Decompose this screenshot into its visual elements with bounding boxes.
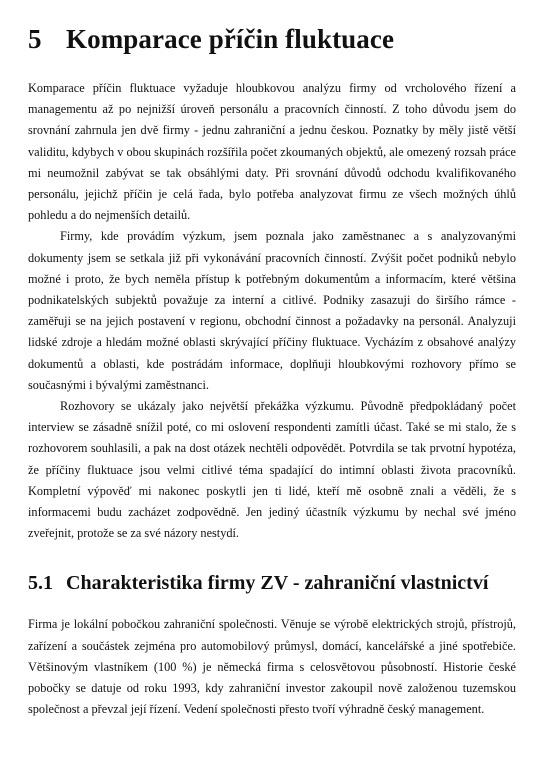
paragraph-intro: Komparace příčin fluktuace vyžaduje hloubkovou analýzu firmy od vrcholového řízení a managementu až po nejnižší úroveň personálu a pracovních činností. Z toho důvodu jsem do srovnání zahrnula jen dvě firmy - jednu zahraniční a jednu českou. Poznatky by měly jistě větší validitu, kdybych v obou skupinách rozšířila počet zkoumaných objektů, ale omezený rozsah práce mi neumožnil zabývat se tak obsáhlými daty. Při srovnání důvodů odchodu kvalifikovaného personálu, jejichž příčin je celá řada, bylo potřeba analyzovat firmu ze všech možných úhlů pohledu a do nejmenších detailů. bbox=[28, 81, 516, 223]
chapter-heading bbox=[28, 22, 516, 56]
chapter-title: Komparace příčin fluktuace bbox=[66, 24, 395, 54]
paragraph-interviews: Rozhovory se ukázaly jako největší překážka výzkumu. Původně předpokládaný počet interview se zásadně snížil poté, co mi oslovení respondenti zamítli účast. Také se mi stalo, že s rozhovorem souhlasili, a pak na dost otázek nechtěli odpovědět. Potvrdila se tak prvotní hypotéza, že příčiny fluktuace jsou velmi citlivé téma spadající do intimní oblasti života pracovníků. Kompletní výpověď mi nakonec poskytli jen ti lidé, kteří mě osobně znali a věděli, že s informacemi budu zacházet zodpovědně. Jen jediný účastník výzkumu by nechal své jméno zveřejnit, protože se za své názory nestydí. bbox=[28, 399, 516, 541]
section-heading bbox=[28, 570, 516, 596]
paragraph-company: Firma je lokální pobočkou zahraniční společnosti. Věnuje se výrobě elektrických strojů, přístrojů, zařízení a součástek zejména pro automobilový průmysl, domácí, kancelářské a jiné spotřebiče. Většinovým vlastníkem (100 %) je německá firma s celosvětovou působností. Historie české pobočky se datuje od roku 1993, kdy zahraniční investor zakoupil nově založenou tuzemskou společnost a převzal její řízení. Vedení společnosti přesto tvoří výhradně český management. bbox=[28, 617, 516, 717]
chapter-number: 5 bbox=[28, 24, 42, 54]
section-number: 5.1 bbox=[28, 572, 53, 595]
document-page bbox=[28, 22, 516, 720]
section-title: Charakteristika firmy ZV - zahraniční vlastnictví bbox=[66, 572, 489, 595]
paragraph-firms: Firmy, kde provádím výzkum, jsem poznala jako zaměstnanec a s analyzovanými dokumenty jsem se setkala již při vykonávání pracovních činností. Zvýšit počet podniků nebylo možné i proto, že bych neměla přístup k potřebným dokumentům a informacím, které většina podnikatelských subjektů považuje za interní a citlivé. Podniky zasazuji do širšího rámce - zaměřuji se na jejich postavení v regionu, obchodní činnost a požadavky na personál. Analyzuji lidské zdroje a hledám možné oblasti skrývající příčiny fluktuace. Vycházím z obsahové analýzy dokumentů a oblasti, kde postrádám informace, doplňuji hloubkovými rozhovory přímo se současnými i bývalými zaměstnanci. bbox=[28, 229, 516, 392]
